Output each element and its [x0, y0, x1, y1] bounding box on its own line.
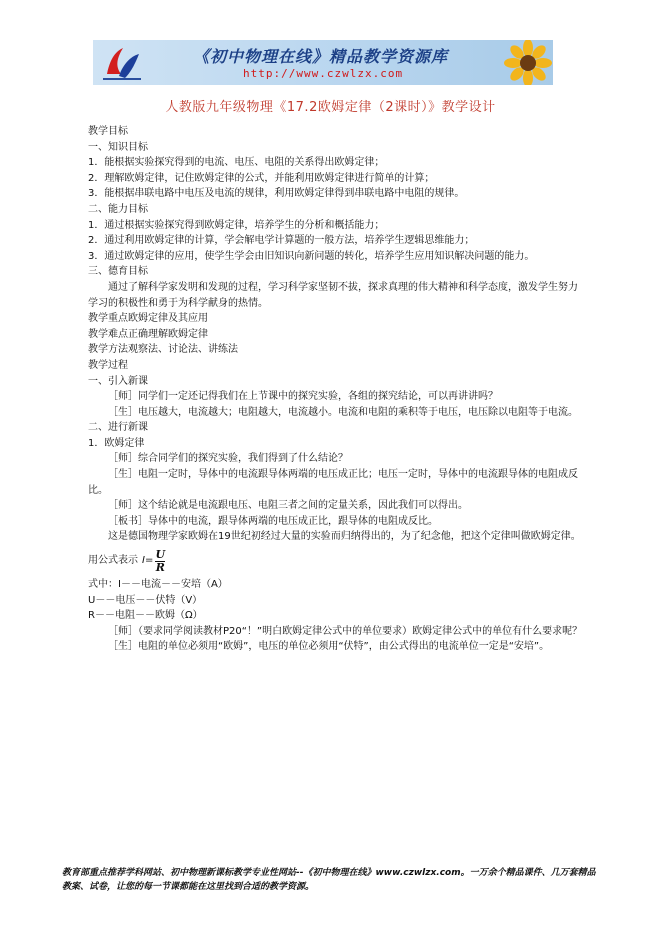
section-heading: 教学难点正确理解欧姆定律 [88, 328, 208, 340]
list-item: 1．能根据实验探究得到的电流、电压、电阻的关系得出欧姆定律； [88, 157, 385, 169]
list-item: 3．能根据串联电路中电压及电流的规律，利用欧姆定律得到串联电路中电阻的规律。 [88, 188, 465, 200]
list-item: 2．通过利用欧姆定律的计算，学会解电学计算题的一般方法，培养学生逻辑思维能力； [88, 235, 475, 247]
definition-line: U－－电压－－伏特（V） [88, 594, 203, 606]
list-item: 1．欧姆定律 [88, 437, 145, 449]
formula-numerator: U [155, 547, 166, 561]
section-heading: 教学重点欧姆定律及其应用 [88, 313, 208, 325]
paragraph: 这是德国物理学家欧姆在19世纪初经过大量的实验而归纳得出的，为了纪念他，把这个定律叫做欧姆定律。 [108, 531, 581, 543]
formula-fraction [155, 549, 165, 574]
subsection-heading: 二、能力目标 [88, 203, 148, 215]
dialogue-line: ［师］同学们一定还记得我们在上节课中的探究实验，各组的探究结论，可以再讲讲吗？ [108, 391, 498, 403]
document-title: 人教版九年级物理《17.2欧姆定律（2课时）》教学设计 [165, 100, 496, 115]
dialogue-line: ［生］电阻一定时，导体中的电流跟导体两端的电压成正比；电压一定时，导体中的电流跟导体的电阻成反比。 [88, 469, 578, 496]
page-footer: 教育部重点推荐学科网站、初中物理新课标教学专业性网站--《初中物理在线》www.czwlzx.com。一万余个精品课件、几万套精品教案、试卷，让您的每一节课都能在这里找到合适的教学资源。 [62, 868, 596, 892]
subsection-heading: 一、引入新课 [88, 375, 148, 387]
formula-denominator: R [155, 560, 165, 574]
subsection-heading: 三、德育目标 [88, 266, 148, 278]
formula-line [88, 545, 586, 577]
list-item: 2．理解欧姆定律，记住欧姆定律的公式，并能利用欧姆定律进行简单的计算； [88, 172, 435, 184]
dialogue-line: ［板书］导体中的电流，跟导体两端的电压成正比，跟导体的电阻成反比。 [108, 515, 438, 527]
banner-url[interactable]: http://www.czwlzx.com [243, 67, 404, 80]
section-heading: 教学目标 [88, 126, 128, 137]
site-logo-icon [101, 44, 143, 82]
header-banner [93, 40, 553, 85]
section-heading: 教学过程 [88, 359, 128, 371]
document-body [88, 124, 586, 655]
subsection-heading: 一、知识目标 [88, 141, 148, 153]
banner-title: 《初中物理在线》精品教学资源库 [193, 47, 449, 66]
dialogue-line: ［师］（要求同学阅读教材P20“！”明白欧姆定律公式中的单位要求）欧姆定律公式中的单位有什么要求呢？ [108, 625, 583, 637]
formula-prefix: 用公式表示 [88, 555, 138, 567]
formula-lhs: I= [142, 555, 154, 567]
dialogue-line: ［生］电阻的单位必须用“欧姆”，电压的单位必须用“伏特”，由公式得出的电流单位一定是“安培”。 [108, 641, 550, 653]
paragraph: 通过了解科学家发明和发现的过程，学习科学家坚韧不拔，探求真理的伟大精神和科学态度，激发学生努力学习的积极性和勇于为科学献身的热情。 [88, 281, 578, 309]
definition-line: R－－电阻－－欧姆（Ω） [88, 610, 203, 622]
list-item: 1．通过根据实验探究得到欧姆定律，培养学生的分析和概括能力； [88, 219, 385, 231]
sunflower-icon [493, 40, 553, 85]
dialogue-line: ［师］这个结论就是电流跟电压、电阻三者之间的定量关系，因此我们可以得出。 [108, 500, 468, 512]
dialogue-line: ［生］电压越大，电流越大；电阻越大，电流越小。电流和电阻的乘积等于电压，电压除以电阻等于电流。 [108, 406, 578, 418]
dialogue-line: ［师］综合同学们的探究实验，我们得到了什么结论？ [108, 453, 348, 465]
list-item: 3．通过欧姆定律的应用，使学生学会由旧知识向新问题的转化，培养学生应用知识解决问题的能力。 [88, 250, 535, 262]
section-heading: 教学方法观察法、讨论法、讲练法 [88, 344, 238, 356]
definition-line: 式中：I－－电流－－安培（A） [88, 579, 228, 591]
subsection-heading: 二、进行新课 [88, 422, 148, 434]
